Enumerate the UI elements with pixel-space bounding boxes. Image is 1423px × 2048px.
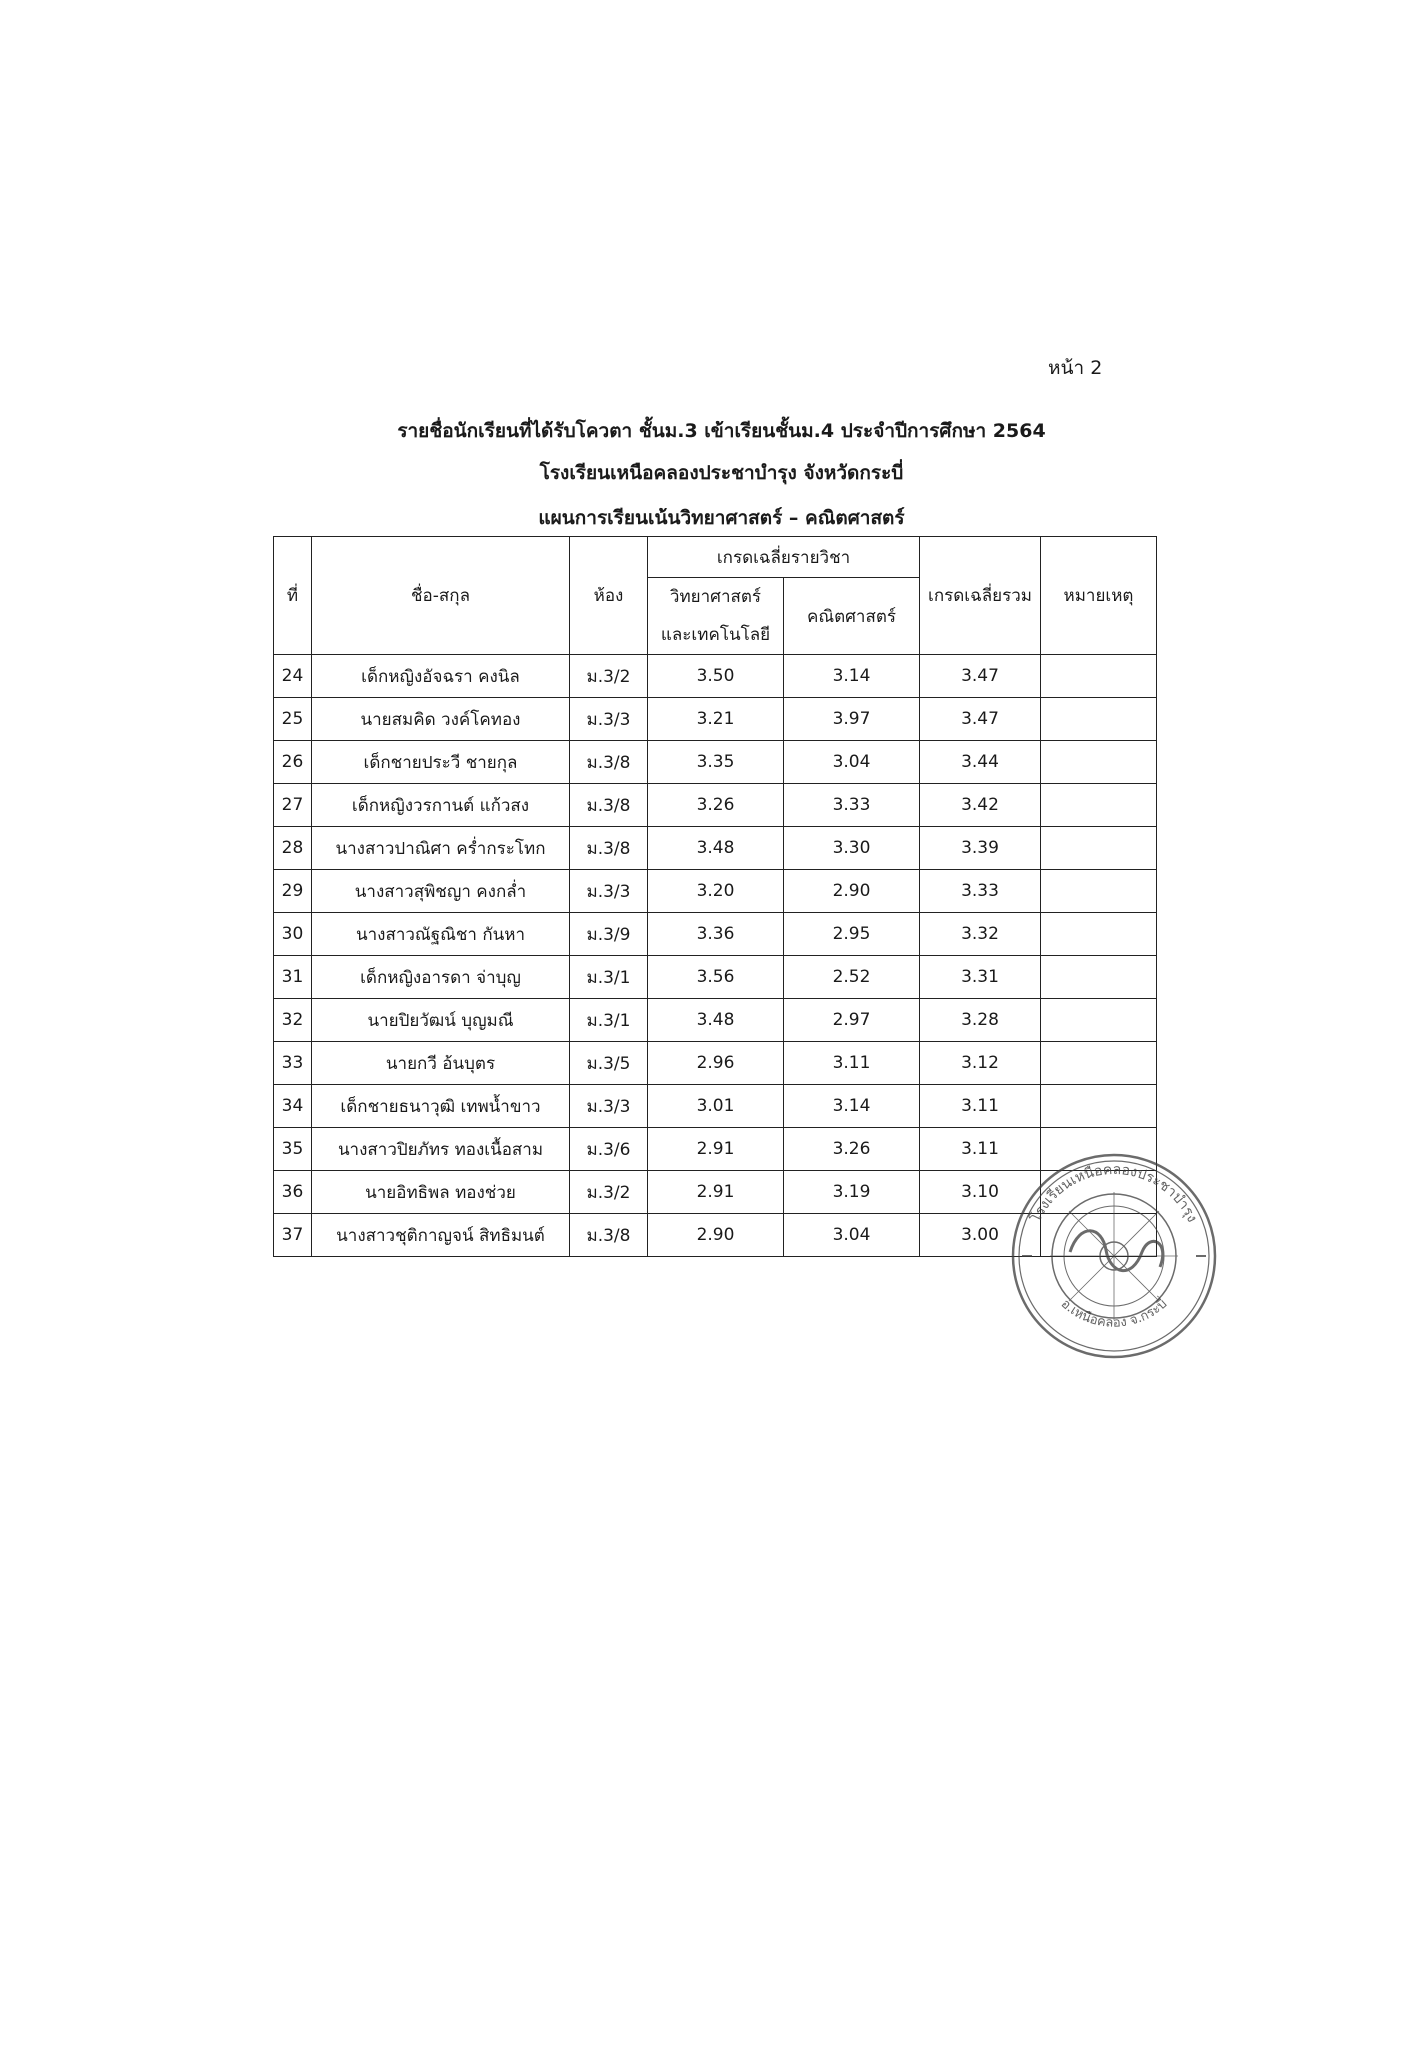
cell-remark — [1041, 827, 1157, 870]
cell-remark — [1041, 655, 1157, 698]
cell-room: ม.3/5 — [570, 1042, 648, 1085]
cell-math: 3.04 — [784, 1214, 920, 1257]
cell-name: นางสาวณัฐณิชา กันหา — [312, 913, 570, 956]
cell-no: 28 — [274, 827, 312, 870]
table-row — [274, 870, 1157, 913]
cell-overall: 3.11 — [920, 1085, 1041, 1128]
cell-room: ม.3/9 — [570, 913, 648, 956]
cell-overall: 3.47 — [920, 655, 1041, 698]
cell-room: ม.3/8 — [570, 827, 648, 870]
header-subject-average: เกรดเฉลี่ยรายวิชา — [648, 537, 920, 578]
cell-room: ม.3/2 — [570, 655, 648, 698]
table-row — [274, 956, 1157, 999]
cell-name: เด็กหญิงอัจฉรา คงนิล — [312, 655, 570, 698]
cell-remark — [1041, 1042, 1157, 1085]
cell-overall: 3.33 — [920, 870, 1041, 913]
header-overall-average: เกรดเฉลี่ยรวม — [920, 537, 1041, 655]
header-science-line2: และเทคโนโลยี — [660, 625, 771, 645]
cell-remark — [1041, 741, 1157, 784]
cell-no: 33 — [274, 1042, 312, 1085]
cell-math: 3.97 — [784, 698, 920, 741]
cell-no: 26 — [274, 741, 312, 784]
cell-overall: 3.44 — [920, 741, 1041, 784]
table-row — [274, 999, 1157, 1042]
cell-remark — [1041, 784, 1157, 827]
cell-overall: 3.10 — [920, 1171, 1041, 1214]
cell-room: ม.3/3 — [570, 1085, 648, 1128]
cell-room: ม.3/6 — [570, 1128, 648, 1171]
cell-overall: 3.12 — [920, 1042, 1041, 1085]
cell-science: 3.01 — [648, 1085, 784, 1128]
cell-remark — [1041, 956, 1157, 999]
cell-overall: 3.31 — [920, 956, 1041, 999]
cell-science: 3.48 — [648, 827, 784, 870]
school-seal — [1010, 1152, 1218, 1360]
cell-overall: 3.32 — [920, 913, 1041, 956]
cell-science: 3.20 — [648, 870, 784, 913]
cell-room: ม.3/8 — [570, 1214, 648, 1257]
page-number: หน้า 2 — [1048, 357, 1103, 379]
cell-science: 2.90 — [648, 1214, 784, 1257]
cell-math: 3.19 — [784, 1171, 920, 1214]
header-science — [648, 578, 784, 655]
cell-no: 36 — [274, 1171, 312, 1214]
cell-name: นางสาวชุติกาญจน์ สิทธิมนต์ — [312, 1214, 570, 1257]
cell-name: นายกวี อ้นบุตร — [312, 1042, 570, 1085]
cell-name: นางสาวปาณิศา คร่ำกระโทก — [312, 827, 570, 870]
cell-science: 2.91 — [648, 1128, 784, 1171]
cell-room: ม.3/3 — [570, 698, 648, 741]
study-plan: แผนการเรียนเน้นวิทยาศาสตร์ – คณิตศาสตร์ — [538, 507, 905, 529]
cell-no: 32 — [274, 999, 312, 1042]
cell-math: 2.90 — [784, 870, 920, 913]
cell-room: ม.3/8 — [570, 784, 648, 827]
document-title: รายชื่อนักเรียนที่ได้รับโควตา ชั้นม.3 เข้าเรียนชั้นม.4 ประจำปีการศึกษา 2564 — [397, 420, 1046, 442]
cell-overall: 3.47 — [920, 698, 1041, 741]
cell-name: เด็กชายประวี ชายกุล — [312, 741, 570, 784]
cell-overall: 3.00 — [920, 1214, 1041, 1257]
cell-overall: 3.42 — [920, 784, 1041, 827]
student-quota-table — [273, 536, 1157, 1257]
cell-science: 2.91 — [648, 1171, 784, 1214]
header-remarks: หมายเหตุ — [1041, 537, 1157, 655]
table-row — [274, 698, 1157, 741]
cell-remark — [1041, 698, 1157, 741]
cell-math: 2.95 — [784, 913, 920, 956]
header-science-line1: วิทยาศาสตร์ — [669, 587, 762, 607]
table-row — [274, 784, 1157, 827]
cell-no: 24 — [274, 655, 312, 698]
cell-name: นายอิทธิพล ทองช่วย — [312, 1171, 570, 1214]
cell-math: 2.52 — [784, 956, 920, 999]
cell-science: 3.50 — [648, 655, 784, 698]
table-row — [274, 913, 1157, 956]
cell-no: 29 — [274, 870, 312, 913]
cell-overall: 3.28 — [920, 999, 1041, 1042]
cell-math: 3.14 — [784, 655, 920, 698]
cell-science: 3.21 — [648, 698, 784, 741]
cell-no: 37 — [274, 1214, 312, 1257]
cell-name: นายปิยวัฒน์ บุญมณี — [312, 999, 570, 1042]
cell-science: 3.36 — [648, 913, 784, 956]
header-math: คณิตศาสตร์ — [784, 578, 920, 655]
header-no: ที่ — [274, 537, 312, 655]
cell-no: 35 — [274, 1128, 312, 1171]
cell-name: เด็กหญิงวรกานต์ แก้วสง — [312, 784, 570, 827]
cell-science: 3.35 — [648, 741, 784, 784]
cell-room: ม.3/1 — [570, 999, 648, 1042]
table-header — [274, 537, 1157, 655]
cell-math: 2.97 — [784, 999, 920, 1042]
cell-name: นายสมคิด วงค์โคทอง — [312, 698, 570, 741]
cell-science: 3.56 — [648, 956, 784, 999]
cell-no: 30 — [274, 913, 312, 956]
cell-science: 3.26 — [648, 784, 784, 827]
cell-science: 2.96 — [648, 1042, 784, 1085]
cell-remark — [1041, 913, 1157, 956]
table-row — [274, 1085, 1157, 1128]
table-row — [274, 741, 1157, 784]
cell-name: เด็กชายธนาวุฒิ เทพน้ำขาว — [312, 1085, 570, 1128]
cell-math: 3.26 — [784, 1128, 920, 1171]
cell-remark — [1041, 1085, 1157, 1128]
cell-math: 3.04 — [784, 741, 920, 784]
header-room: ห้อง — [570, 537, 648, 655]
cell-room: ม.3/3 — [570, 870, 648, 913]
cell-no: 27 — [274, 784, 312, 827]
cell-no: 31 — [274, 956, 312, 999]
cell-name: นางสาวสุพิชญา คงกล่ำ — [312, 870, 570, 913]
cell-name: เด็กหญิงอารดา จ่าบุญ — [312, 956, 570, 999]
cell-no: 34 — [274, 1085, 312, 1128]
cell-overall: 3.11 — [920, 1128, 1041, 1171]
cell-room: ม.3/1 — [570, 956, 648, 999]
table-row — [274, 1042, 1157, 1085]
table-row — [274, 827, 1157, 870]
cell-math: 3.33 — [784, 784, 920, 827]
cell-math: 3.14 — [784, 1085, 920, 1128]
cell-science: 3.48 — [648, 999, 784, 1042]
cell-room: ม.3/8 — [570, 741, 648, 784]
cell-math: 3.11 — [784, 1042, 920, 1085]
header-name: ชื่อ-สกุล — [312, 537, 570, 655]
cell-overall: 3.39 — [920, 827, 1041, 870]
seal-text-top: โรงเรียนเหนือคลองประชาบำรุง — [1027, 1161, 1201, 1225]
cell-name: นางสาวปิยภัทร ทองเนื้อสาม — [312, 1128, 570, 1171]
cell-remark — [1041, 870, 1157, 913]
table-row — [274, 655, 1157, 698]
cell-remark — [1041, 999, 1157, 1042]
cell-room: ม.3/2 — [570, 1171, 648, 1214]
seal-text-bottom: อ.เหนือคลอง จ.กระบี่ — [1057, 1296, 1171, 1331]
school-name: โรงเรียนเหนือคลองประชาบำรุง จังหวัดกระบี่ — [539, 462, 904, 484]
cell-math: 3.30 — [784, 827, 920, 870]
cell-no: 25 — [274, 698, 312, 741]
